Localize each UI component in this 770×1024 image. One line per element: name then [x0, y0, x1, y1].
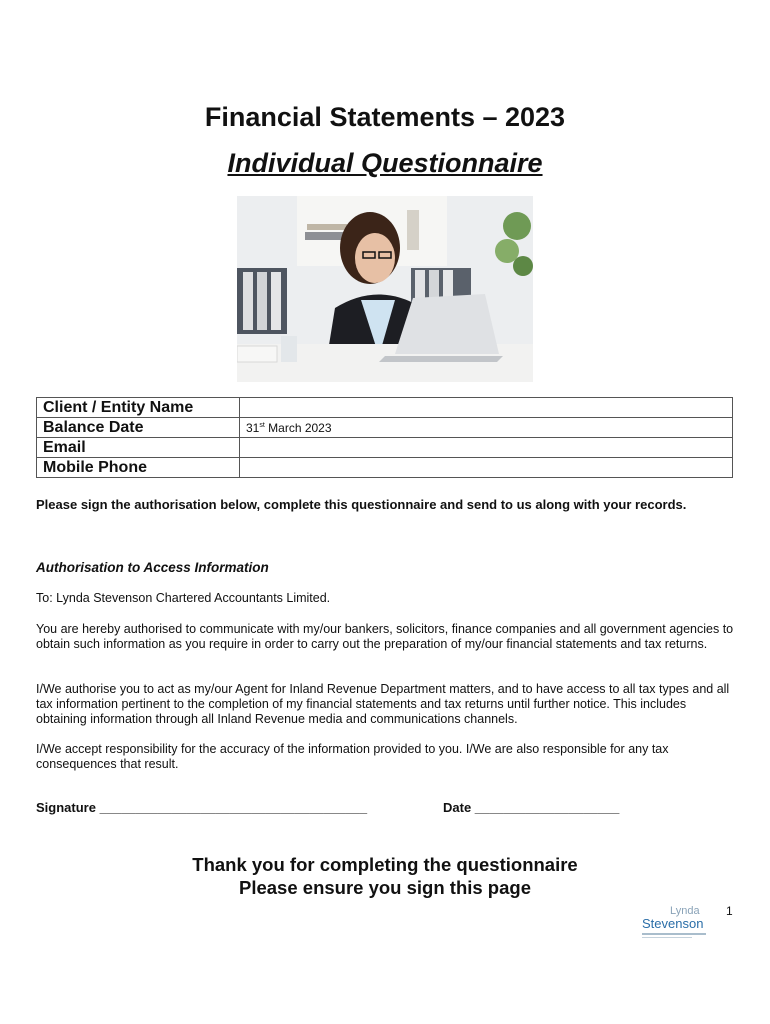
- lynda-stevenson-logo: [640, 902, 710, 942]
- authorisation-paragraph-2: I/We authorise you to act as my/our Agent for Inland Revenue Department matters, and to have access to all tax types and all tax information pertinent to the completion of my financial statements and tax returns until further notice. This includes obtaining information through all Inland Revenue media and communications channels.: [36, 682, 730, 726]
- email-field[interactable]: [240, 438, 733, 458]
- email-label: Email: [37, 438, 240, 458]
- client-entity-name-field[interactable]: [240, 398, 733, 418]
- office-woman-photo: [237, 196, 533, 382]
- office-photo-illustration: [237, 196, 533, 382]
- document-title: Financial Statements – 2023: [204, 102, 566, 132]
- balance-date-month-year: March 2023: [264, 420, 332, 435]
- table-row: [37, 438, 733, 458]
- balance-date-value: [240, 418, 733, 438]
- thank-you-line: Thank you for completing the questionnaire: [192, 854, 578, 875]
- instructions-text: Please sign the authorisation below, complete this questionnaire and send to us along with your records.: [36, 497, 687, 512]
- signature-line[interactable]: Signature _____________________________________: [36, 800, 368, 815]
- balance-date-day-suffix: st: [259, 421, 265, 429]
- mobile-phone-field[interactable]: [240, 458, 733, 478]
- authorisation-heading: Authorisation to Access Information: [36, 560, 269, 575]
- table-row: [37, 398, 733, 418]
- client-details-table: [36, 397, 733, 478]
- logo-lynda-text: Lynda: [670, 905, 700, 917]
- sign-reminder-line: Please ensure you sign this page: [239, 877, 531, 898]
- table-row: [37, 418, 733, 438]
- client-entity-name-label: Client / Entity Name: [37, 398, 240, 418]
- balance-date-day: 31: [246, 420, 260, 435]
- page-number: 1: [726, 904, 733, 918]
- authorisation-paragraph-3: I/We accept responsibility for the accuracy of the information provided to you. I/We are also responsible for any tax consequences that result.: [36, 742, 669, 771]
- mobile-phone-label: Mobile Phone: [37, 458, 240, 478]
- table-row: [37, 458, 733, 478]
- balance-date-label: Balance Date: [37, 418, 240, 438]
- document-subtitle: Individual Questionnaire: [227, 148, 543, 178]
- logo-stevenson-text: Stevenson: [642, 916, 704, 931]
- date-line[interactable]: Date ____________________: [443, 800, 620, 815]
- authorisation-paragraph-1: You are hereby authorised to communicate with my/our bankers, solicitors, finance companies and all government agencies to obtain such information as you require in order to carry out the preparation of my/our financial statements and tax returns.: [36, 622, 734, 651]
- addressee-line: To: Lynda Stevenson Chartered Accountants Limited.: [36, 591, 331, 605]
- thank-you-message: [0, 853, 770, 899]
